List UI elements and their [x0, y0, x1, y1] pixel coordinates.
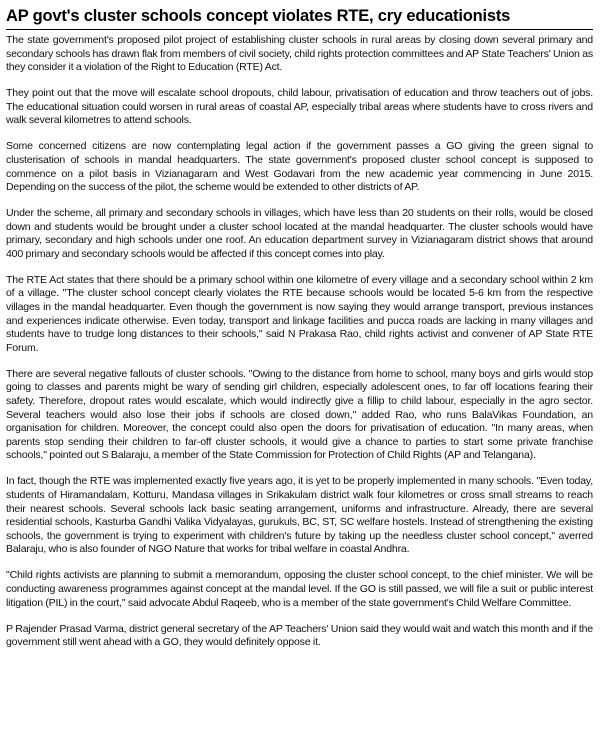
headline-divider: [6, 29, 593, 30]
article-paragraph: "Child rights activists are planning to submit a memorandum, opposing the cluster school concept, to the chief minister. We will be conducting awareness programmes against concept at the mandal level. If the GO is still passed, we will file a suit or public interest litigation (PIL) in the court," said advocate Abdul Raqeeb, who is a member of the state government's Child Welfare Committee.: [6, 569, 593, 609]
article-paragraph: P Rajender Prasad Varma, district general secretary of the AP Teachers' Union said they would wait and watch this month and if the government still went ahead with a GO, they would definitely oppose it.: [6, 622, 593, 649]
article-body: [6, 34, 593, 650]
article-paragraph: The RTE Act states that there should be a primary school within one kilometre of every village and a secondary school within 2 km of a village. "The cluster school concept clearly violates the RTE because schools would be located 5-6 km from the respective villages in the mandal headquarter. Even though the government is now saying they would arrange transport, previous instances and experiences indicate otherwise. Even today, transport and linkage facilities and pucca roads are lacking in many villages and students have to trudge long distances to their schools," said N Prakasa Rao, child rights activist and convener of AP State RTE Forum.: [6, 273, 593, 354]
article-headline: AP govt's cluster schools concept violates RTE, cry educationists: [6, 7, 511, 25]
article-paragraph: Some concerned citizens are now contemplating legal action if the government passes a GO giving the green signal to clusterisation of schools in mandal headquarters. The state government's proposed cluster school concept is supposed to commence on a pilot basis in Vizianagaram and West Godavari from the new academic year commencing in June 2015. Depending on the success of the pilot, the scheme would be extended to other districts of AP.: [6, 140, 593, 194]
article-paragraph: They point out that the move will escalate school dropouts, child labour, privatisation of education and throw teachers out of jobs. The educational situation could worsen in rural areas of coastal AP, especially tribal areas where students have to cross rivers and walk several kilometres to attend schools.: [6, 87, 593, 127]
article-paragraph: The state government's proposed pilot project of establishing cluster schools in rural areas by closing down several primary and secondary schools has drawn flak from members of civil society, child rights protection committees and AP State Teachers' Union as they consider it a violation of the Right to Education (RTE) Act.: [6, 34, 593, 74]
article-paragraph: Under the scheme, all primary and secondary schools in villages, which have less than 20 students on their rolls, would be closed down and students would be brought under a cluster school located at the mandal headquarter. The cluster schools would have primary, secondary and high schools under one roof. An education department survey in Vizianagaram district shows that around 400 primary and secondary schools would be affected if this concept comes into play.: [6, 207, 593, 260]
article-paragraph: There are several negative fallouts of cluster schools. "Owing to the distance from home to school, many boys and girls would stop going to classes and parents might be wary of sending girl children, especially adolescent ones, to far off locations fearing their safety. Therefore, dropout rates would escalate, which would indirectly give a fillip to child labour, especially in the agro sector. Several teachers would also lose their jobs if schools are closed down," added Rao, who runs BalaVikas Foundation, an organisation for children. Moreover, the concept could also open the doors for privatisation of education. "In many areas, when parents stop sending their children to far-off cluster schools, it would give a chance to parties to start some private franchise schools," pointed out S Balaraju, a member of the State Commission for Protection of Child Rights (AP and Telangana).: [6, 367, 593, 462]
article-paragraph: In fact, though the RTE was implemented exactly five years ago, it is yet to be properly implemented in many schools. "Even today, students of Hiramandalam, Kotturu, Mandasa villages in Srikakulam district walk four kilometres or cross small streams to reach their nearest schools. Several schools lack basic seating arrangement, uniforms and infrastructure. Already, there are several residential schools, Kasturba Gandhi Valika Vidyalayas, gurukuls, BC, ST, SC welfare hostels. Instead of strengthening the existing schools, the government is trying to experiment with children's future by taking up the needless cluster school concept," averred Balaraju, who is also founder of NGO Nature that works for tribal welfare in coastal Andhra.: [6, 475, 593, 556]
